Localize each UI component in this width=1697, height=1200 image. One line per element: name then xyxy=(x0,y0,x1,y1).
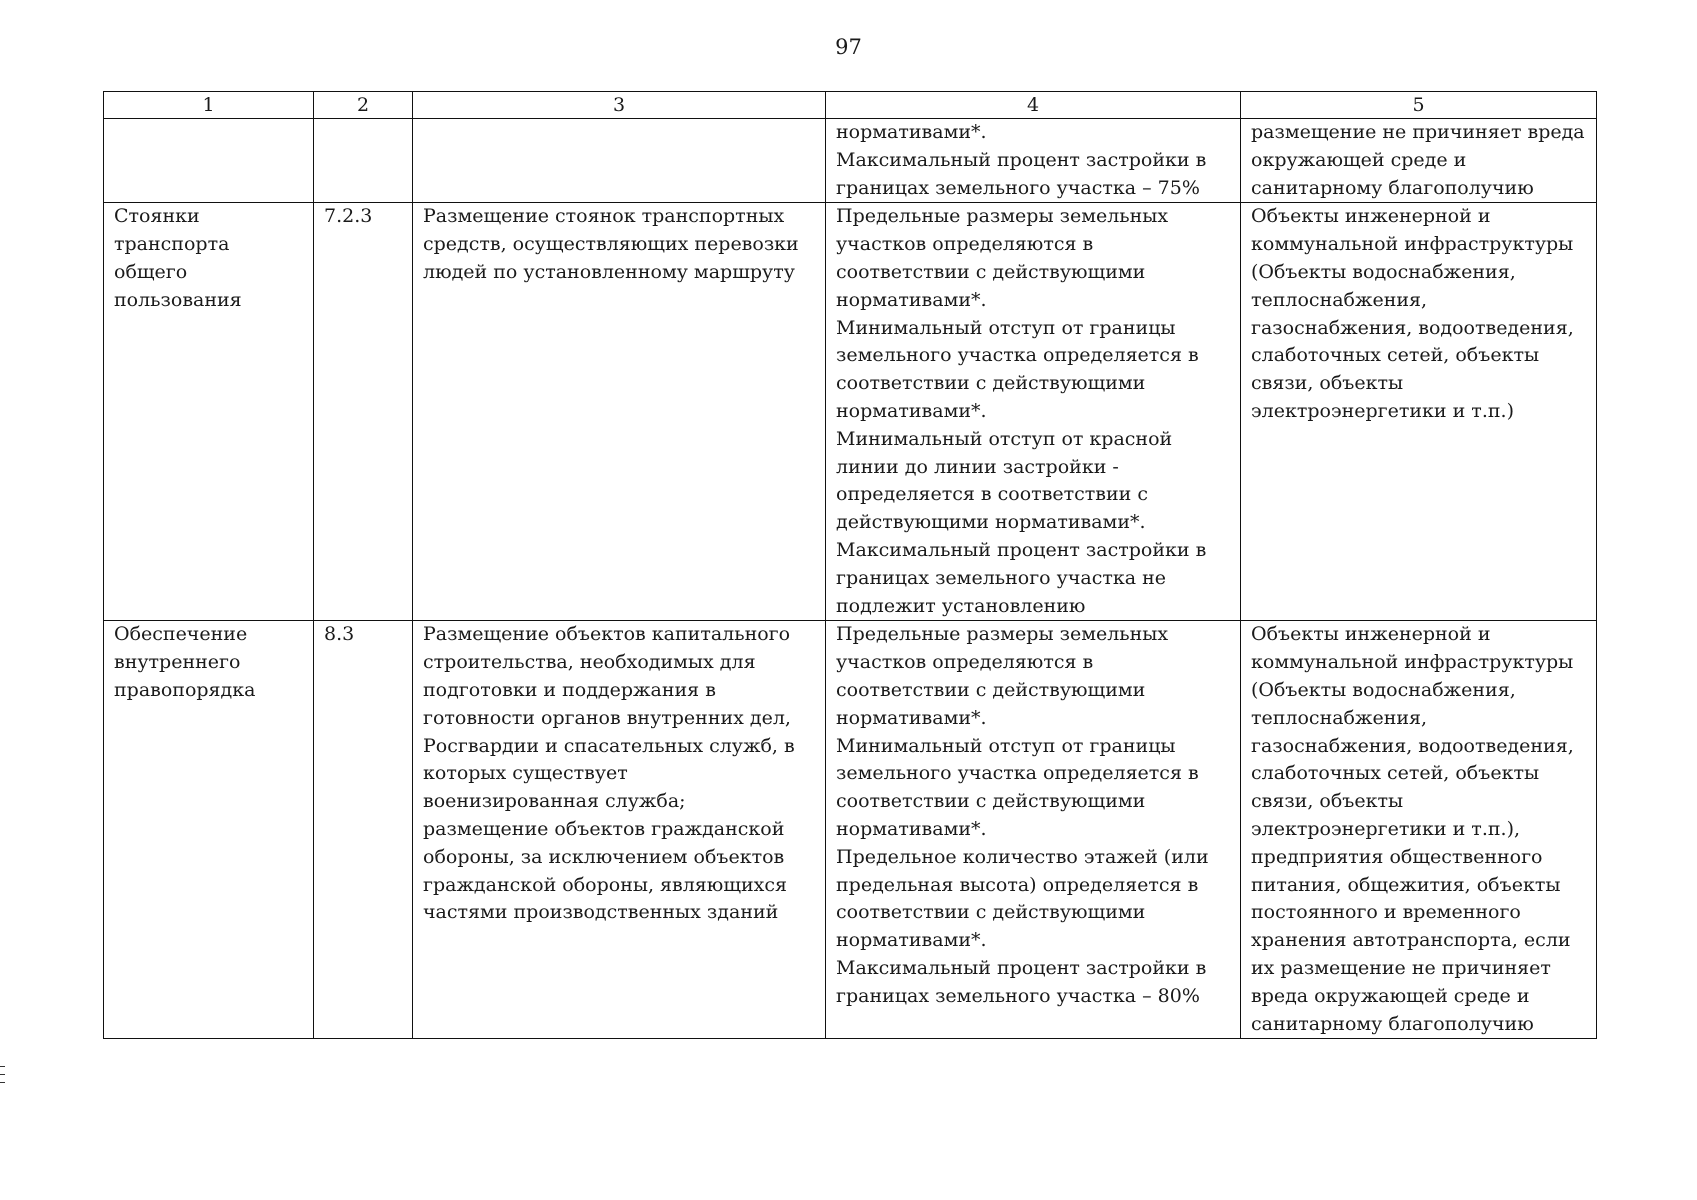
cell-text-line: электроэнергетики и т.п.) xyxy=(1251,399,1514,422)
cell-text-line: нормативами*. xyxy=(836,706,987,729)
cell-text-line: земельного участка определяется в xyxy=(836,344,1199,367)
table-row xyxy=(104,119,1597,203)
cell-text-line: средств, осуществляющих перевозки xyxy=(423,233,799,256)
cell-text-line: частями производственных зданий xyxy=(423,901,779,924)
use-code-cell xyxy=(314,119,413,203)
cell-text-line: внутреннего xyxy=(114,651,241,674)
cell-text-line: участков определяются в xyxy=(836,651,1094,674)
cell-text-line: Максимальный процент застройки в xyxy=(836,538,1207,561)
use-name-cell xyxy=(104,119,314,203)
cell-text-line: электроэнергетики и т.п.), xyxy=(1251,817,1521,840)
column-header-3: 3 xyxy=(413,92,826,119)
auxiliary-uses-cell xyxy=(1241,203,1597,621)
cell-text-line: Предельные размеры земельных xyxy=(836,205,1169,228)
table-row xyxy=(104,203,1597,621)
use-name-cell xyxy=(104,203,314,621)
cell-text-line: размещение не причиняет вреда xyxy=(1251,121,1585,143)
column-header-4: 4 xyxy=(826,92,1241,119)
cell-text: 7.2.3 xyxy=(324,205,373,228)
cell-text-line: Предельные размеры земельных xyxy=(836,623,1169,646)
page-number: 97 xyxy=(835,35,862,59)
cell-text-line: правопорядка xyxy=(114,678,256,701)
cell-text-line: пользования xyxy=(114,288,242,311)
cell-text-line: Минимальный отступ от границы xyxy=(836,734,1176,757)
cell-text-line: действующими нормативами*. xyxy=(836,511,1146,534)
cell-text-line: санитарному благополучию xyxy=(1251,176,1534,199)
cell-text-line: Объекты инженерной и xyxy=(1251,623,1491,646)
cell-text-line: слаботочных сетей, объекты xyxy=(1251,344,1540,367)
use-description-cell xyxy=(413,119,826,203)
cell-text-line: предельная высота) определяется в xyxy=(836,873,1199,896)
cell-text-line: соответствии с действующими xyxy=(836,901,1146,924)
cell-text-line: границах земельного участка – 75% xyxy=(836,176,1200,199)
cell-text-line: военизированная служба; xyxy=(423,790,686,813)
cell-text-line: людей по установленному маршруту xyxy=(423,260,795,283)
column-header-2: 2 xyxy=(314,92,413,119)
cell-text-line: вреда окружающей среде и xyxy=(1251,984,1530,1007)
cell-text-line: нормативами*. xyxy=(836,399,987,422)
margin-mark xyxy=(0,1066,5,1067)
auxiliary-uses-cell xyxy=(1241,621,1597,1039)
cell-text-line: готовности органов внутренних дел, xyxy=(423,706,791,729)
use-description-cell xyxy=(413,203,826,621)
cell-text-line: газоснабжения, водоотведения, xyxy=(1251,734,1574,757)
cell-text-line: общего xyxy=(114,260,188,283)
cell-text-line: окружающей среде и xyxy=(1251,148,1467,171)
cell-text-line: Размещение объектов капитального xyxy=(423,623,791,646)
cell-text-line: их размещение не причиняет xyxy=(1251,956,1551,979)
cell-text-line: участков определяются в xyxy=(836,233,1094,256)
cell-text-line: границах земельного участка – 80% xyxy=(836,984,1200,1007)
parameters-cell xyxy=(826,203,1241,621)
cell-text-line: Минимальный отступ от красной xyxy=(836,427,1173,450)
cell-text-line: коммунальной инфраструктуры xyxy=(1251,651,1574,674)
cell-text-line: хранения автотранспорта, если xyxy=(1251,929,1571,952)
use-code-cell xyxy=(314,621,413,1039)
cell-text-line: определяется в соответствии с xyxy=(836,483,1149,506)
column-header-1: 1 xyxy=(104,92,314,119)
cell-text-line: Обеспечение xyxy=(114,623,248,646)
use-name-cell xyxy=(104,621,314,1039)
margin-mark xyxy=(0,1082,5,1083)
cell-text-line: Объекты инженерной и xyxy=(1251,205,1491,228)
cell-text-line: нормативами*. xyxy=(836,817,987,840)
cell-text-line: связи, объекты xyxy=(1251,372,1404,395)
cell-text-line: питания, общежития, объекты xyxy=(1251,873,1561,896)
cell-text-line: границах земельного участка не xyxy=(836,566,1167,589)
cell-text-line: постоянного и временного xyxy=(1251,901,1521,924)
cell-text-line: (Объекты водоснабжения, xyxy=(1251,678,1516,701)
cell-text-line: Росгвардии и спасательных служб, в xyxy=(423,734,795,757)
auxiliary-uses-cell xyxy=(1241,119,1597,203)
column-header-5: 5 xyxy=(1241,92,1597,119)
parameters-cell xyxy=(826,119,1241,203)
cell-text-line: теплоснабжения, xyxy=(1251,288,1428,311)
cell-text-line: Размещение стоянок транспортных xyxy=(423,205,785,228)
cell-text-line: Максимальный процент застройки в xyxy=(836,956,1207,979)
use-code-cell xyxy=(314,203,413,621)
cell-text-line: слаботочных сетей, объекты xyxy=(1251,762,1540,785)
cell-text-line: Предельное количество этажей (или xyxy=(836,845,1209,868)
cell-text-line: санитарному благополучию xyxy=(1251,1012,1534,1035)
cell-text-line: теплоснабжения, xyxy=(1251,706,1428,729)
cell-text-line: Минимальный отступ от границы xyxy=(836,316,1176,339)
cell-text-line: Стоянки xyxy=(114,205,200,228)
margin-mark xyxy=(0,1074,5,1075)
use-description-cell xyxy=(413,621,826,1039)
cell-text-line: транспорта xyxy=(114,233,230,256)
cell-text-line: соответствии с действующими xyxy=(836,260,1146,283)
cell-text-line: линии до линии застройки - xyxy=(836,455,1119,478)
cell-text-line: нормативами*. xyxy=(836,929,987,952)
cell-text-line: обороны, за исключением объектов xyxy=(423,845,785,868)
cell-text-line: соответствии с действующими xyxy=(836,678,1146,701)
cell-text-line: подлежит установлению xyxy=(836,594,1086,617)
table-row xyxy=(104,621,1597,1039)
header-row xyxy=(104,92,1597,119)
cell-text-line: связи, объекты xyxy=(1251,790,1404,813)
cell-text-line: газоснабжения, водоотведения, xyxy=(1251,316,1574,339)
land-use-table xyxy=(103,91,1597,1039)
cell-text-line: которых существует xyxy=(423,762,628,785)
cell-text-line: земельного участка определяется в xyxy=(836,762,1199,785)
cell-text: 8.3 xyxy=(324,623,355,646)
cell-text-line: коммунальной инфраструктуры xyxy=(1251,233,1574,256)
cell-text-line: подготовки и поддержания в xyxy=(423,678,716,701)
parameters-cell xyxy=(826,621,1241,1039)
cell-text-line: строительства, необходимых для xyxy=(423,651,756,674)
cell-text-line: размещение объектов гражданской xyxy=(423,817,785,840)
cell-text-line: Максимальный процент застройки в xyxy=(836,148,1207,171)
cell-text-line: соответствии с действующими xyxy=(836,790,1146,813)
cell-text-line: (Объекты водоснабжения, xyxy=(1251,260,1516,283)
cell-text-line: соответствии с действующими xyxy=(836,372,1146,395)
cell-text-line: нормативами*. xyxy=(836,121,987,143)
cell-text-line: гражданской обороны, являющихся xyxy=(423,873,788,896)
cell-text-line: нормативами*. xyxy=(836,288,987,311)
cell-text-line: предприятия общественного xyxy=(1251,845,1543,868)
